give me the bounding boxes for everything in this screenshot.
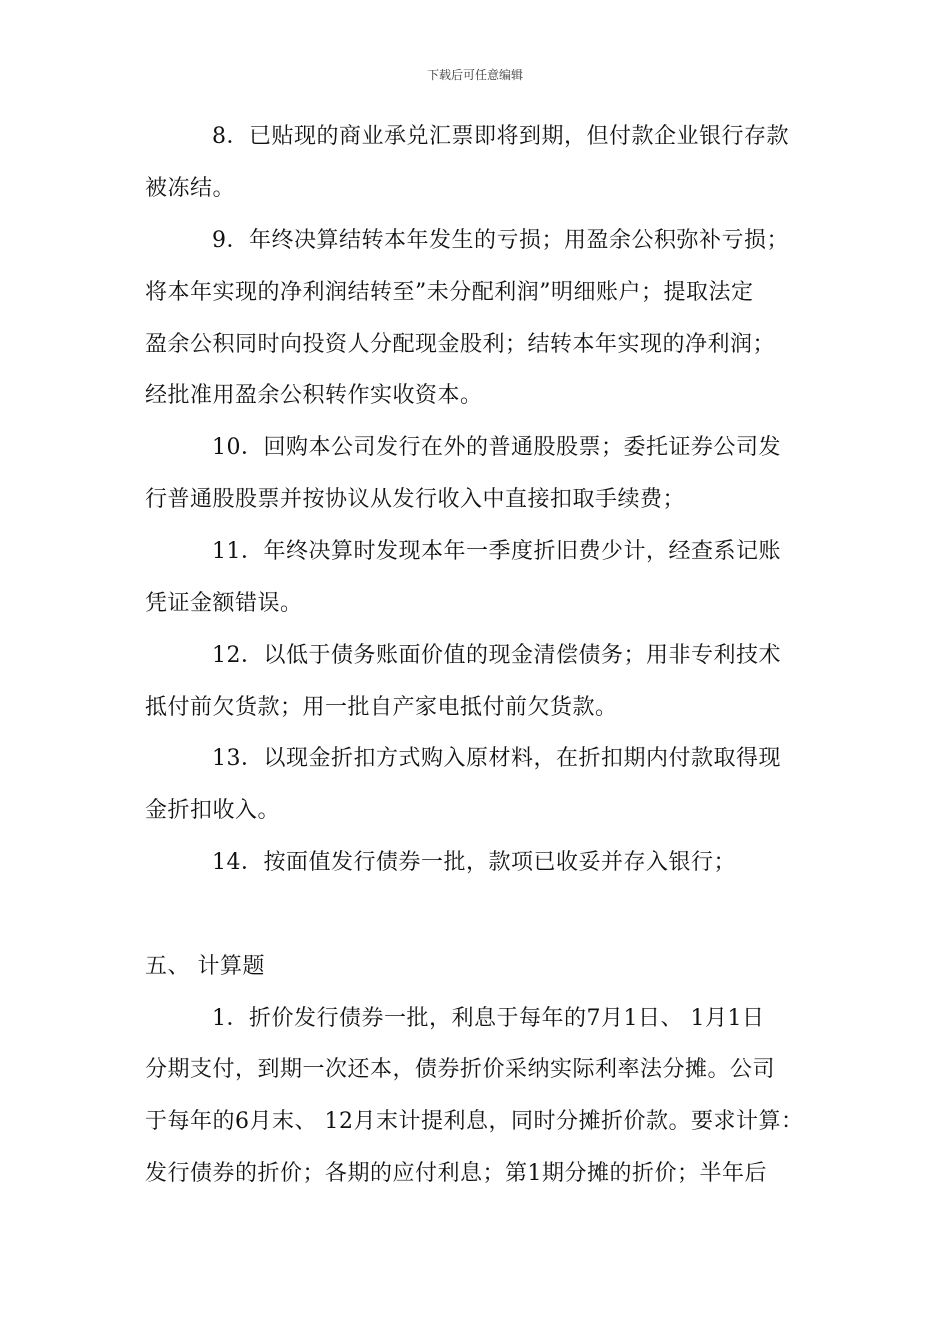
text-line: 13．以现金折扣方式购入原材料，在折扣期内付款取得现 [212,746,781,771]
text-line: 被冻结。 [145,176,236,201]
text-line: 抵付前欠货款；用一批自产家电抵付前欠货款。 [145,695,618,720]
section-heading: 五、 计算题 [145,954,265,979]
text-line: 发行债券的折价；各期的应付利息；第1期分摊的折价；半年后 [145,1161,767,1186]
text-line: 12．以低于债务账面价值的现金清偿债务；用非专利技术 [212,643,781,668]
text-line: 8．已贴现的商业承兑汇票即将到期，但付款企业银行存款 [212,124,789,149]
text-line: 行普通股股票并按协议从发行收入中直接扣取手续费； [145,487,686,512]
text-line: 1．折价发行债券一批，利息于每年的7月1日、 1月1日 [212,1006,765,1031]
text-line: 将本年实现的净利润结转至”未分配利润”明细账户；提取法定 [145,280,754,305]
text-line: 凭证金额错误。 [145,591,303,616]
text-line: 分期支付，到期一次还本，债券折价采纳实际利率法分摊。公司 [145,1057,776,1082]
text-line: 9．年终决算结转本年发生的亏损；用盈余公积弥补亏损； [212,228,789,253]
page-header: 下载后可任意编辑 [426,68,523,82]
text-line: 14．按面值发行债券一批，款项已收妥并存入银行； [212,850,736,875]
text-line: 11．年终决算时发现本年一季度折旧费少计，经查系记账 [212,539,781,564]
text-line: 于每年的6月末、 12月末计提利息，同时分摊折价款。要求计算： [145,1109,804,1134]
text-line: 经批准用盈余公积转作实收资本。 [145,383,483,408]
text-line: 金折扣收入。 [145,798,281,823]
text-line: 10．回购本公司发行在外的普通股股票；委托证券公司发 [212,435,781,460]
text-line: 盈余公积同时向投资人分配现金股利；结转本年实现的净利润； [145,332,776,357]
